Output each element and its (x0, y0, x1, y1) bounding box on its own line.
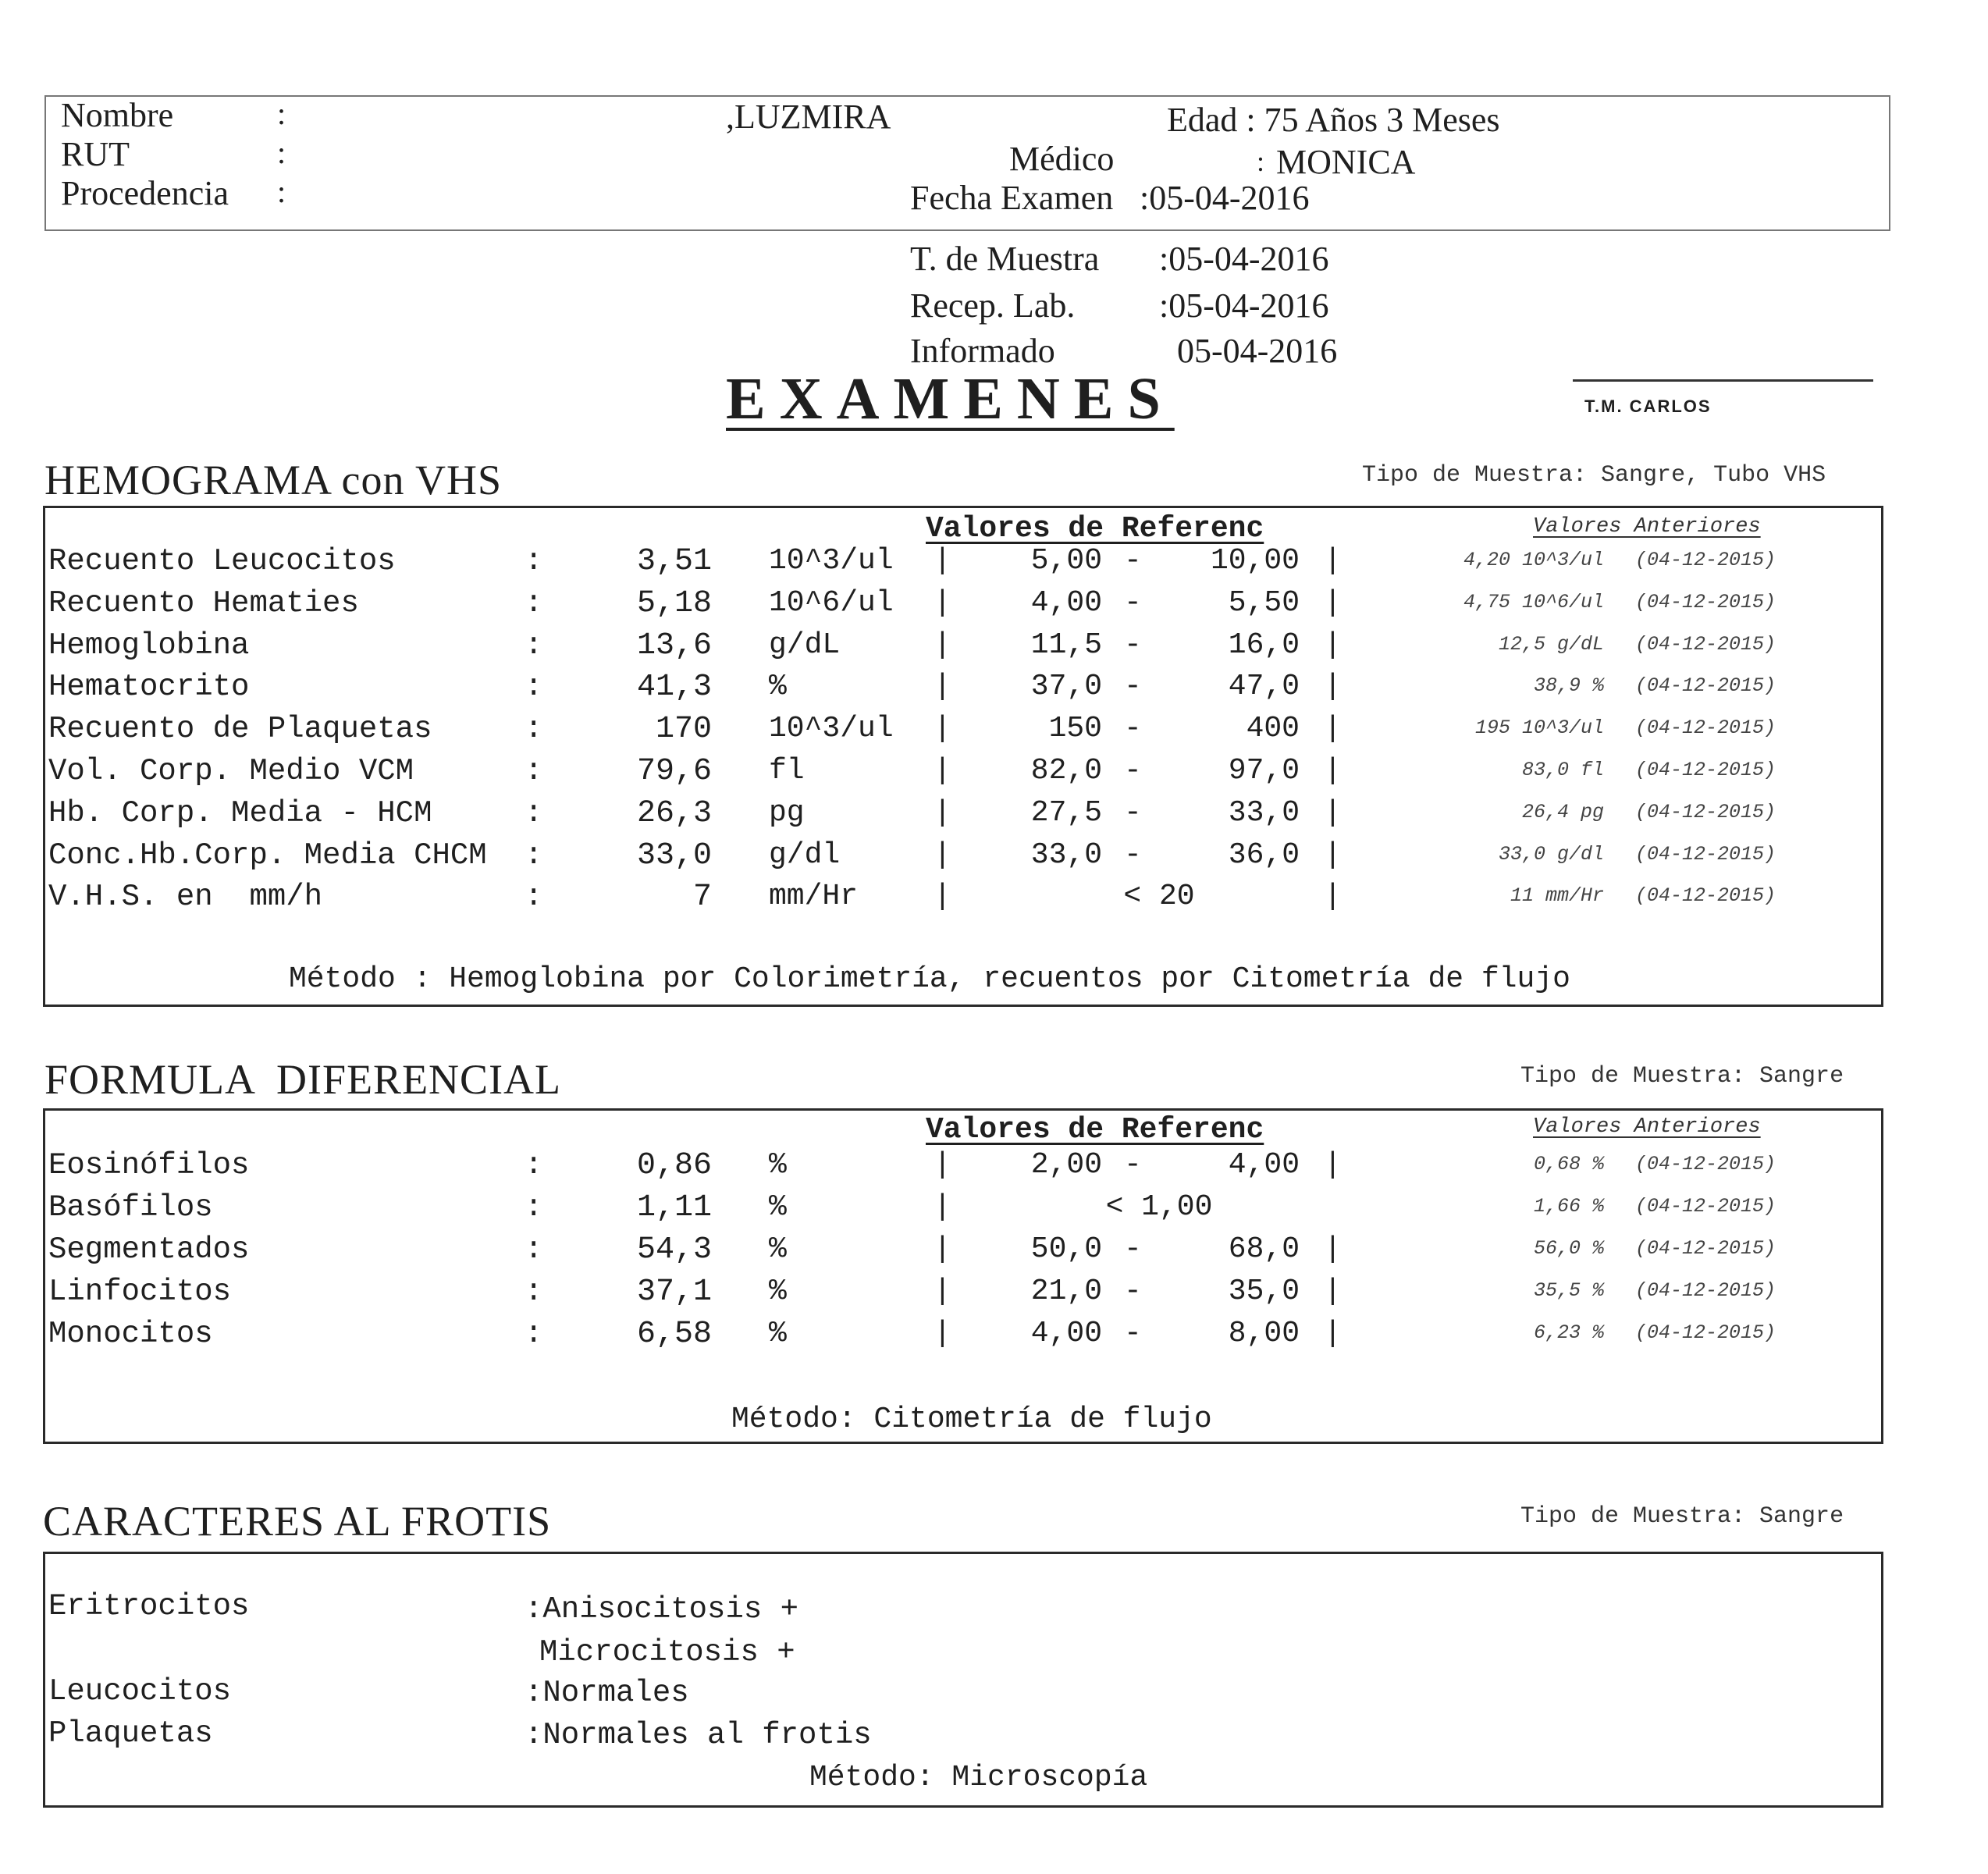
frotis-method: Método: Microscopía (809, 1761, 1148, 1794)
hemograma-result-ref-dash: - (1124, 712, 1142, 746)
nombre-colon: : (277, 96, 286, 131)
hemograma-result-separator-right: | (1324, 628, 1342, 662)
recep-value: :05-04-2016 (1159, 286, 1329, 325)
informado-value: 05-04-2016 (1177, 332, 1338, 370)
hemograma-result-name: Vol. Corp. Medio VCM (48, 754, 414, 788)
formula-result-ref-dash: - (1124, 1232, 1142, 1266)
hemograma-result-separator-right: | (1324, 837, 1342, 872)
hemograma-result-ref-high: 16,0 (1228, 628, 1300, 662)
table-row (0, 838, 1988, 879)
leucocitos-value: :Normales (525, 1676, 689, 1710)
medico-name: MONICA (1276, 143, 1416, 181)
formula-result-separator: | (934, 1275, 951, 1308)
hemograma-result-unit: pg (769, 795, 805, 830)
eritrocitos-label: Eritrocitos (48, 1589, 250, 1623)
table-row-eosinofilos (0, 1148, 1988, 1189)
formula-result-separator: | (934, 1232, 951, 1266)
eritrocitos-value-2: Microcitosis + (539, 1635, 795, 1670)
eos-previous-date: (04-12-2015) (1635, 1153, 1776, 1175)
baso-reference: < 1,00 (1105, 1190, 1213, 1224)
eritrocitos-value-1: :Anisocitosis + (525, 1592, 799, 1627)
hemograma-result-value: 79,6 (636, 754, 712, 789)
hemograma-result-value: 5,18 (636, 585, 712, 621)
formula-result-value: 54,3 (636, 1232, 712, 1268)
hemograma-result-value: 41,3 (636, 670, 712, 706)
hemograma-result-colon: : (525, 837, 543, 873)
formula-result-colon: : (525, 1232, 543, 1267)
page-title: EXAMENES (726, 366, 1175, 432)
formula-result-separator-right: | (1324, 1317, 1342, 1350)
medico-label: Médico (1009, 140, 1115, 178)
fecha-examen-value: :05-04-2016 (1140, 179, 1310, 217)
hemograma-result-value: 3,51 (636, 544, 712, 579)
hemograma-result-ref-dash: - (1124, 585, 1142, 620)
informado-label: Informado (910, 332, 1055, 370)
hemograma-result-ref-high: 47,0 (1228, 670, 1300, 704)
hemograma-result-ref-high: 400 (1246, 712, 1300, 746)
hemograma-result-separator: | (934, 628, 951, 662)
hemograma-result-previous-date: (04-12-2015) (1635, 632, 1776, 656)
hemograma-result-ref-low: 82,0 (1030, 754, 1102, 788)
formula-result-previous-date: (04-12-2015) (1635, 1237, 1776, 1260)
hemograma-result-colon: : (525, 795, 543, 830)
medico-colon: : (1257, 146, 1265, 177)
hemograma-result-ref-low: 37,0 (1030, 670, 1102, 704)
leucocitos-label: Leucocitos (48, 1674, 232, 1709)
hemograma-sample-type: Tipo de Muestra: Sangre, Tubo VHS (1362, 462, 1826, 489)
baso-separator: | (934, 1190, 951, 1224)
vhs-value: 7 (692, 880, 712, 915)
hemograma-result-previous-date: (04-12-2015) (1635, 549, 1776, 571)
vhs-separator: | (934, 880, 951, 913)
formula-result-previous: 6,23 % (1533, 1321, 1604, 1344)
formula-result-previous: 35,5 % (1533, 1279, 1604, 1302)
hemograma-method: Método : Hemoglobina por Colorimetría, recuentos por Citometría de flujo (289, 962, 1570, 996)
hemograma-result-name: Recuento de Plaquetas (48, 712, 432, 747)
muestra-value: :05-04-2016 (1159, 240, 1329, 278)
eos-unit: % (769, 1148, 787, 1182)
hemograma-result-unit: fl (769, 754, 805, 788)
formula-result-name: Linfocitos (48, 1275, 232, 1309)
formula-result-value: 6,58 (636, 1317, 712, 1352)
hemograma-title: HEMOGRAMA con VHS (44, 457, 503, 503)
formula-result-separator-right: | (1324, 1275, 1342, 1308)
eos-ref-low: 2,00 (1030, 1148, 1102, 1182)
formula-result-ref-low: 21,0 (1030, 1275, 1102, 1308)
formula-result-ref-dash: - (1124, 1317, 1142, 1350)
hemograma-result-previous: 83,0 fl (1521, 759, 1604, 781)
hemograma-result-previous: 26,4 pg (1521, 800, 1604, 823)
hemograma-result-separator: | (934, 670, 951, 704)
hemograma-result-previous-date: (04-12-2015) (1635, 800, 1776, 823)
hemograma-result-name: Conc.Hb.Corp. Media CHCM (48, 837, 487, 873)
hemograma-result-value: 13,6 (636, 628, 712, 663)
nombre-label: Nombre (61, 96, 174, 134)
frotis-title: CARACTERES AL FROTIS (43, 1498, 552, 1545)
eos-separator: | (934, 1148, 951, 1182)
hemograma-result-ref-high: 33,0 (1228, 795, 1300, 830)
table-row (0, 544, 1988, 585)
hemograma-result-separator-right: | (1324, 585, 1342, 620)
hemograma-result-previous: 12,5 g/dL (1498, 632, 1604, 656)
eos-separator-right: | (1324, 1148, 1342, 1182)
baso-unit: % (769, 1190, 787, 1224)
formula-result-unit: % (769, 1232, 787, 1266)
hemograma-result-previous: 4,20 10^3/ul (1463, 549, 1604, 571)
hemograma-result-previous-date: (04-12-2015) (1635, 590, 1776, 613)
vhs-previous: 11 mm/Hr (1510, 884, 1604, 907)
hemograma-result-separator: | (934, 754, 951, 788)
hemograma-result-ref-high: 10,00 (1210, 544, 1300, 578)
hemograma-result-ref-low: 4,00 (1030, 585, 1102, 620)
hemograma-ref-header: Valores de Referenc (926, 512, 1264, 546)
hemograma-result-ref-dash: - (1124, 670, 1142, 704)
formula-title: FORMULA DIFERENCIAL (44, 1056, 562, 1103)
fecha-examen-label: Fecha Examen (910, 179, 1114, 217)
table-row (0, 1232, 1988, 1273)
procedencia-label: Procedencia (61, 174, 229, 212)
hemograma-result-colon: : (525, 754, 543, 788)
hemograma-result-separator-right: | (1324, 712, 1342, 746)
rut-colon: : (277, 135, 286, 170)
hemograma-result-ref-high: 5,50 (1228, 585, 1300, 620)
formula-result-separator-right: | (1324, 1232, 1342, 1266)
hemograma-result-ref-low: 27,5 (1030, 795, 1102, 830)
vhs-separator-right: | (1324, 880, 1342, 913)
hemograma-result-previous: 4,75 10^6/ul (1463, 590, 1604, 613)
formula-result-ref-high: 35,0 (1228, 1275, 1300, 1308)
hemograma-prev-header: Valores Anteriores (1533, 515, 1761, 539)
formula-result-previous: 56,0 % (1533, 1237, 1604, 1260)
muestra-label: T. de Muestra (910, 240, 1100, 278)
hemograma-result-previous-date: (04-12-2015) (1635, 717, 1776, 740)
hemograma-result-name: Hb. Corp. Media - HCM (48, 795, 432, 830)
signature-name: T.M. CARLOS (1584, 396, 1712, 416)
formula-result-name: Segmentados (48, 1232, 250, 1267)
plaquetas-value: :Normales al frotis (525, 1718, 872, 1752)
formula-result-colon: : (525, 1275, 543, 1309)
hemograma-result-ref-dash: - (1124, 628, 1142, 662)
hemograma-result-ref-dash: - (1124, 795, 1142, 830)
table-row (0, 670, 1988, 710)
patient-age: Edad : 75 Años 3 Meses (1167, 101, 1500, 139)
baso-value: 1,11 (636, 1190, 712, 1225)
formula-result-name: Monocitos (48, 1317, 213, 1351)
eos-name: Eosinófilos (48, 1148, 250, 1182)
formula-result-ref-low: 4,00 (1030, 1317, 1102, 1350)
hemograma-result-ref-low: 5,00 (1030, 544, 1102, 578)
plaquetas-label: Plaquetas (48, 1716, 213, 1751)
hemograma-result-previous: 33,0 g/dl (1498, 842, 1604, 866)
hemograma-result-ref-dash: - (1124, 837, 1142, 872)
eos-previous: 0,68 % (1533, 1153, 1604, 1175)
hemograma-result-separator-right: | (1324, 795, 1342, 830)
hemograma-result-ref-low: 33,0 (1030, 837, 1102, 872)
formula-result-ref-low: 50,0 (1030, 1232, 1102, 1266)
eos-value: 0,86 (636, 1148, 712, 1183)
vhs-reference: < 20 (1123, 880, 1195, 913)
table-row-vhs (0, 880, 1988, 920)
hemograma-result-previous-date: (04-12-2015) (1635, 842, 1776, 866)
hemograma-result-previous-date: (04-12-2015) (1635, 759, 1776, 781)
hemograma-result-separator: | (934, 544, 951, 578)
eos-ref-dash: - (1124, 1148, 1142, 1182)
hemograma-result-name: Recuento Leucocitos (48, 544, 396, 578)
hemograma-result-ref-low: 11,5 (1030, 628, 1102, 662)
hemograma-result-previous: 195 10^3/ul (1474, 717, 1604, 740)
hemograma-result-separator: | (934, 795, 951, 830)
hemograma-result-unit: 10^3/ul (769, 544, 894, 578)
signature-line (1573, 379, 1873, 382)
table-row (0, 1317, 1988, 1357)
formula-ref-header: Valores de Referenc (926, 1113, 1264, 1147)
formula-result-unit: % (769, 1275, 787, 1308)
hemograma-result-colon: : (525, 628, 543, 663)
hemograma-result-ref-dash: - (1124, 754, 1142, 788)
vhs-unit: mm/Hr (769, 880, 859, 913)
eos-colon: : (525, 1148, 543, 1182)
formula-prev-header: Valores Anteriores (1533, 1115, 1761, 1139)
baso-name: Basófilos (48, 1190, 213, 1225)
table-row (0, 796, 1988, 837)
hemograma-result-colon: : (525, 544, 543, 578)
hemograma-result-unit: 10^3/ul (769, 712, 894, 746)
hemograma-result-separator-right: | (1324, 670, 1342, 704)
hemograma-result-value: 26,3 (636, 795, 712, 831)
table-row (0, 754, 1988, 795)
hemograma-result-name: Hemoglobina (48, 628, 250, 663)
formula-result-ref-dash: - (1124, 1275, 1142, 1308)
patient-name: ,LUZMIRA (726, 98, 891, 136)
hemograma-result-colon: : (525, 670, 543, 705)
hemograma-result-value: 170 (655, 712, 712, 748)
formula-method: Método: Citometría de flujo (731, 1403, 1212, 1436)
baso-colon: : (525, 1190, 543, 1225)
hemograma-result-unit: 10^6/ul (769, 585, 894, 620)
vhs-colon: : (525, 880, 543, 914)
hemograma-result-separator-right: | (1324, 754, 1342, 788)
hemograma-result-separator-right: | (1324, 544, 1342, 578)
hemograma-result-ref-low: 150 (1048, 712, 1102, 746)
hemograma-result-unit: g/dl (769, 837, 841, 872)
hemograma-result-previous-date: (04-12-2015) (1635, 674, 1776, 698)
hemograma-result-previous: 38,9 % (1533, 674, 1604, 698)
recep-label: Recep. Lab. (910, 286, 1076, 325)
baso-previous-date: (04-12-2015) (1635, 1195, 1776, 1218)
formula-result-unit: % (769, 1317, 787, 1350)
hemograma-result-unit: % (769, 670, 787, 704)
procedencia-colon: : (277, 174, 286, 209)
table-row (0, 628, 1988, 669)
rut-label: RUT (61, 135, 130, 173)
vhs-name: V.H.S. en mm/h (48, 880, 323, 914)
formula-result-previous-date: (04-12-2015) (1635, 1321, 1776, 1344)
baso-previous: 1,66 % (1533, 1195, 1604, 1218)
vhs-previous-date: (04-12-2015) (1635, 884, 1776, 907)
hemograma-result-name: Hematocrito (48, 670, 250, 705)
formula-result-previous-date: (04-12-2015) (1635, 1279, 1776, 1302)
hemograma-result-separator: | (934, 585, 951, 620)
formula-result-ref-high: 8,00 (1228, 1317, 1300, 1350)
table-row-basofilos (0, 1190, 1988, 1231)
hemograma-result-unit: g/dL (769, 628, 841, 662)
hemograma-result-colon: : (525, 585, 543, 621)
hemograma-result-ref-dash: - (1124, 544, 1142, 578)
formula-result-ref-high: 68,0 (1228, 1232, 1300, 1266)
table-row (0, 712, 1988, 752)
table-row (0, 586, 1988, 627)
hemograma-result-name: Recuento Hematies (48, 585, 359, 621)
hemograma-result-value: 33,0 (636, 837, 712, 873)
hemograma-result-separator: | (934, 837, 951, 872)
eos-ref-high: 4,00 (1228, 1148, 1300, 1182)
formula-result-value: 37,1 (636, 1275, 712, 1310)
table-row (0, 1275, 1988, 1315)
formula-result-colon: : (525, 1317, 543, 1351)
frotis-sample-type: Tipo de Muestra: Sangre (1520, 1503, 1844, 1530)
hemograma-result-separator: | (934, 712, 951, 746)
hemograma-result-ref-high: 97,0 (1228, 754, 1300, 788)
formula-result-separator: | (934, 1317, 951, 1350)
hemograma-result-colon: : (525, 712, 543, 747)
formula-sample-type: Tipo de Muestra: Sangre (1520, 1063, 1844, 1090)
hemograma-result-ref-high: 36,0 (1228, 837, 1300, 872)
